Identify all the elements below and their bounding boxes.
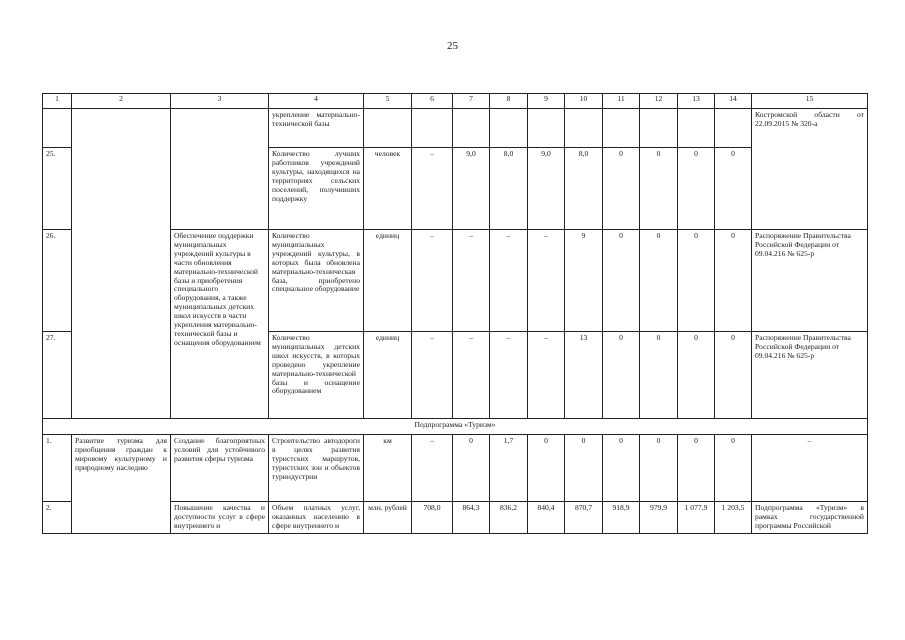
value-cell: 864,3 [453,502,490,534]
column-header: 8 [490,94,528,109]
unit-cell: единиц [364,230,412,332]
goal-cell: Развитие туризма для приобщения граждан к мировому культурному и природному наследию [72,435,171,534]
column-header: 10 [565,94,603,109]
source-cell: Подпрограмма «Туризм» в рамках государственной программы Российской [752,502,868,534]
value-cell: 0 [640,230,678,332]
source-cell: Распоряжение Правительства Российской Федерации от 09.04.216 № 625-р [752,332,868,419]
source-cell: Распоряжение Правительства Российской Федерации от 09.04.216 № 625-р [752,230,868,332]
value-cell: 979,9 [640,502,678,534]
task-cell: Создание благоприятных условий для устойчивого развития сферы туризма [171,435,269,502]
table-row [43,435,868,502]
row-number: 27. [43,332,72,419]
value-cell: 0 [640,148,678,230]
value-cell: 0 [640,332,678,419]
subprogram-title: Подпрограмма «Туризм» [43,419,868,435]
column-number-row [43,94,868,109]
value-cell: – [412,332,453,419]
row-number: 2. [43,502,72,534]
value-cell: – [528,230,565,332]
value-cell: 1 203,5 [715,502,752,534]
row-number: 26. [43,230,72,332]
value-cell: 0 [678,332,715,419]
column-header: 6 [412,94,453,109]
value-cell: – [490,230,528,332]
task-cell [171,109,269,230]
value-cell: 0 [528,435,565,502]
indicator-cell: Объем платных услуг, оказанных населению в сфере внутреннего и [269,502,364,534]
column-header: 14 [715,94,752,109]
value-cell: 1,7 [490,435,528,502]
value-cell: 840,4 [528,502,565,534]
value-cell: 0 [603,230,640,332]
value-cell: 8,0 [490,148,528,230]
unit-cell: км [364,435,412,502]
table-row [43,109,868,148]
value-cell: – [412,230,453,332]
indicator-cell: Количество муниципальных детских школ искусств, в которых проведено укрепление материально-технической базы и оснащение оборудованием [269,332,364,419]
column-header: 1 [43,94,72,109]
value-cell: 9,0 [528,148,565,230]
value-cell: 0 [678,230,715,332]
value-cell: 918,9 [603,502,640,534]
column-header: 13 [678,94,715,109]
column-header: 4 [269,94,364,109]
column-header: 5 [364,94,412,109]
source-cell: – [752,435,868,502]
indicator-cell: Количество лучших работников учреждений культуры, находящихся на территориях сельских поселений, получивших поддержку [269,148,364,230]
value-cell: – [528,332,565,419]
column-header: 7 [453,94,490,109]
value-cell: 9,0 [453,148,490,230]
column-header: 11 [603,94,640,109]
value-cell: 1 077,9 [678,502,715,534]
row-number: 1. [43,435,72,502]
value-cell: 0 [715,230,752,332]
column-header: 12 [640,94,678,109]
value-cell: 0 [640,435,678,502]
value-cell: – [490,332,528,419]
value-cell: – [412,148,453,230]
value-cell: 0 [678,435,715,502]
row-number: 25. [43,148,72,230]
value-cell: – [412,435,453,502]
unit-cell: млн. рублей [364,502,412,534]
value-cell: 0 [603,435,640,502]
value-cell: 0 [603,148,640,230]
value-cell: 708,0 [412,502,453,534]
value-cell: 0 [603,332,640,419]
value-cell: 9 [565,230,603,332]
column-header: 2 [72,94,171,109]
value-cell: 0 [715,148,752,230]
value-cell: 13 [565,332,603,419]
indicator-cell: Количество муниципальных учреждений культуры, в которых была обновлена материально-техническая база, приобретено специальное оборудование [269,230,364,332]
value-cell: 0 [715,435,752,502]
value-cell: 870,7 [565,502,603,534]
source-cell: Костромской области от 22.09.2015 № 320-а [752,109,868,230]
value-cell: 0 [678,148,715,230]
task-cell: Обеспечение поддержки муниципальных учреждений культуры в части обновления материально-технической базы и приобретения специального оборудования, а также муниципальных детских школ искусств в части укрепления материально-технической базы и оснащения оборудованием [171,230,269,419]
indicators-table [42,93,868,534]
goal-cell [72,109,171,419]
unit-cell: человек [364,148,412,230]
column-header: 15 [752,94,868,109]
column-header: 3 [171,94,269,109]
value-cell: 0 [565,435,603,502]
indicator-cell: Строительство автодороги в целях развития туристских маршрутов, туристских зон и объектов туриндустрии [269,435,364,502]
value-cell: 0 [715,332,752,419]
value-cell: 836,2 [490,502,528,534]
value-cell: 0 [453,435,490,502]
value-cell: – [453,332,490,419]
column-header: 9 [528,94,565,109]
unit-cell: единиц [364,332,412,419]
value-cell: – [453,230,490,332]
value-cell: 8,0 [565,148,603,230]
subprogram-row [43,419,868,435]
row-number [43,109,72,148]
task-cell: Повышение качества и доступности услуг в сфере внутреннего и [171,502,269,534]
page-number: 25 [447,40,458,52]
indicator-cell: укрепление материально-технической базы [269,109,364,148]
